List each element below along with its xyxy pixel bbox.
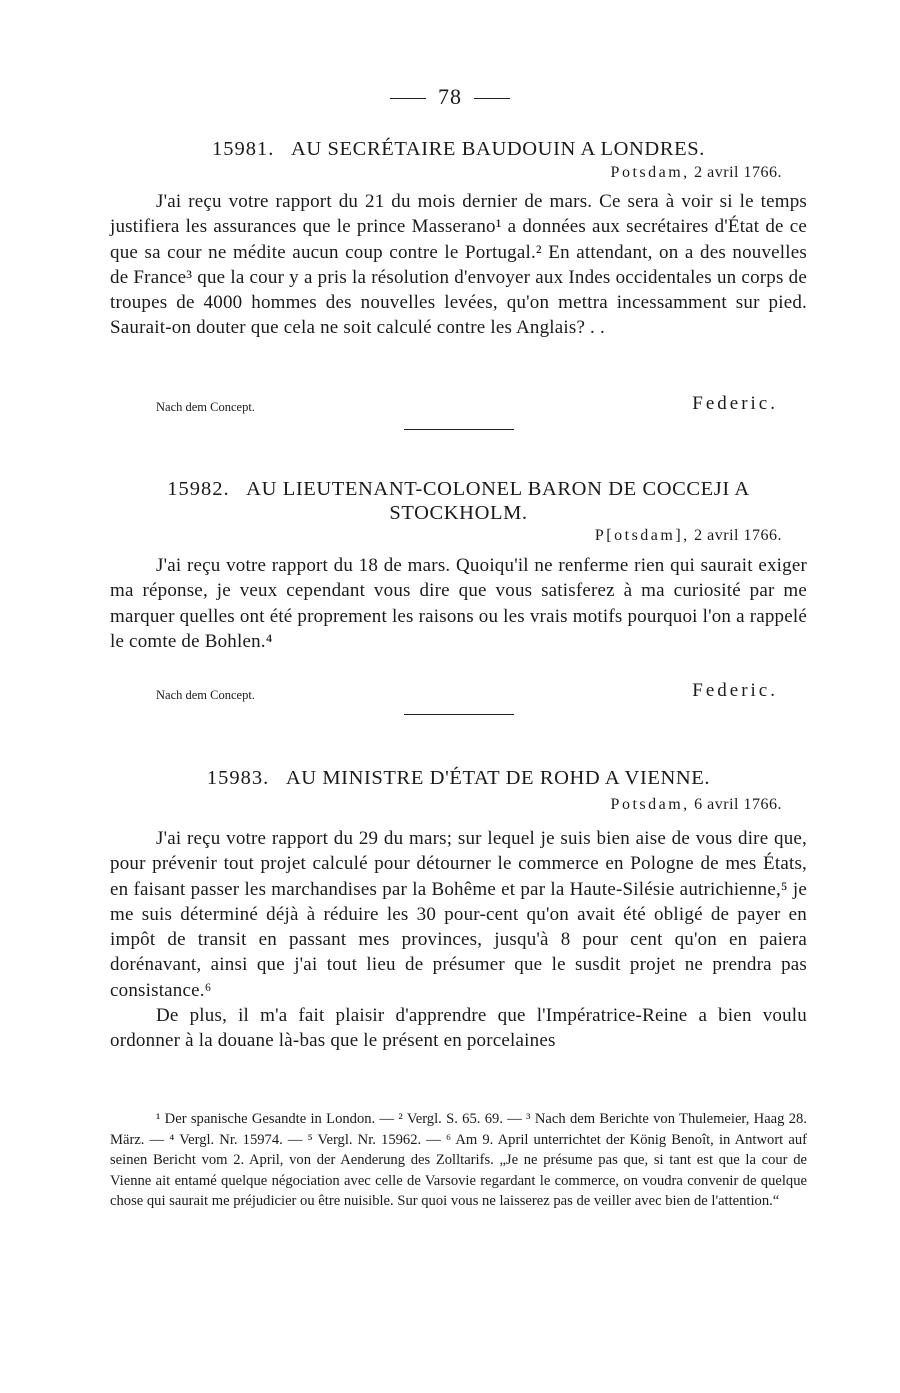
letter-heading bbox=[110, 137, 807, 161]
dateline bbox=[595, 527, 782, 545]
dateline-date: 2 avril 1766. bbox=[694, 164, 782, 181]
letter-heading bbox=[110, 477, 807, 525]
letter-number: 15982. bbox=[167, 478, 230, 500]
dateline-place: P[otsdam], bbox=[594, 527, 690, 544]
source-note: Nach dem Concept. bbox=[156, 400, 255, 414]
signature: Federic. bbox=[692, 393, 778, 414]
letter-body bbox=[110, 553, 807, 654]
letter-body bbox=[110, 189, 807, 341]
section-divider bbox=[404, 429, 514, 430]
section-divider bbox=[404, 714, 514, 715]
dateline-date: 6 avril 1766. bbox=[694, 796, 782, 813]
letter-number: 15983. bbox=[206, 767, 270, 789]
letter-heading bbox=[110, 766, 807, 790]
paragraph: De plus, il m'a fait plaisir d'apprendre que l'Impératrice-Reine a bien voulu ordonner à la douane là-bas que le présent en porcelaines bbox=[110, 1005, 807, 1052]
signature: Federic. bbox=[692, 680, 778, 701]
paragraph: J'ai reçu votre rapport du 21 du mois dernier de mars. Ce sera à voir si le temps justifiera les assurances que le prince Masserano¹ a données aux secrétaires d'État de ce que sa cour ne médite aucun coup contre le Portugal.² En attendant, on a des nouvelles de France³ que la cour y a pris la résolution d'envoyer aux Indes occidentales un corps de troupes de 4000 hommes des nouvelles levées, qu'on mettra incessamment sur pied. Saurait-on douter que cela ne soit calculé contre les Anglais? . . bbox=[110, 191, 807, 339]
footnotes bbox=[110, 1109, 807, 1212]
paragraph: J'ai reçu votre rapport du 18 de mars. Quoiqu'il ne renferme rien qui saurait exiger ma réponse, je veux cependant vous dire que vous satisferez à ma curiosité par me marquer quelles ont été proprement les raisons ou les vrais motifs pourquoi l'on a rappelé le comte de Bohlen.⁴ bbox=[110, 555, 807, 652]
dateline-place: Potsdam, bbox=[610, 796, 690, 813]
dateline-place: Potsdam, bbox=[610, 164, 690, 181]
footnote-text: ¹ Der spanische Gesandte in London. — ² Vergl. S. 65. 69. — ³ Nach dem Berichte von Thulemeier, Haag 28. März. — ⁴ Vergl. Nr. 15974. — ⁵ Vergl. Nr. 15962. — ⁶ Am 9. April unterrichtet der König Benoît, in Antwort auf seinen Bericht vom 2. April, von der Aenderung des Zolltarifs. „Je ne présume pas que, si tant est que la cour de Vienne ait entamé quelque négociation avec celle de Varsovie regardant le commerce, on voudra convenir de quelque chose qui saurait me préjudicier ou être nuisible. Sur quoi vous ne laisserez pas de veiller avec bien de l'attention.“ bbox=[110, 1111, 807, 1210]
dateline bbox=[611, 796, 782, 814]
page-number: 78 bbox=[0, 84, 900, 110]
letter-number: 15981. bbox=[212, 138, 275, 160]
letter-title: AU LIEUTENANT-COLONEL BARON DE COCCEJI A STOCKHOLM. bbox=[246, 478, 750, 524]
source-note: Nach dem Concept. bbox=[156, 688, 255, 702]
dateline-date: 2 avril 1766. bbox=[694, 527, 782, 544]
paragraph: J'ai reçu votre rapport du 29 du mars; sur lequel je suis bien aise de vous dire que, pour prévenir tout projet calculé pour détourner le commerce en Pologne de mes États, en faisant passer les marchandises par la Bohême et par la Haute-Silésie autrichienne,⁵ je me suis déterminé déjà à réduire les 30 pour-cent qu'on avait été obligé de payer en impôt de transit en passant mes provinces, jusqu'à 8 pour cent qu'on en paiera dorénavant, ainsi que j'ai tout lieu de présumer que le susdit projet ne prendra pas consistance.⁶ bbox=[110, 828, 807, 1001]
letter-body bbox=[110, 826, 807, 1054]
dateline bbox=[611, 164, 782, 182]
letter-title: AU SECRÉTAIRE BAUDOUIN A LONDRES. bbox=[291, 138, 705, 160]
letter-title: AU MINISTRE D'ÉTAT DE ROHD A VIENNE. bbox=[285, 767, 711, 789]
